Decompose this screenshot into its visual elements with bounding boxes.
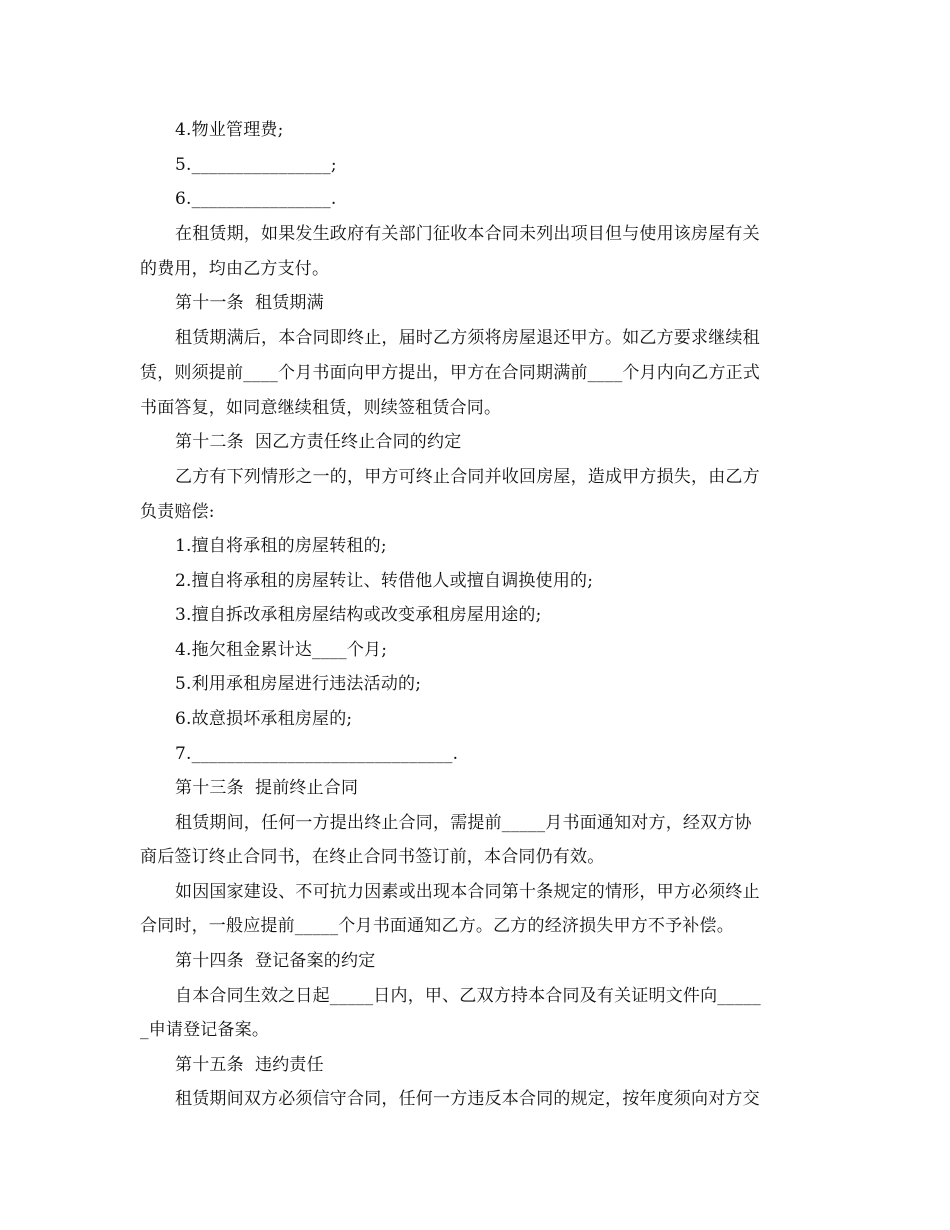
- list-item: 4.拖欠租金累计达____个月;: [175, 640, 388, 660]
- section-heading: 第十五条 违约责任: [175, 1055, 324, 1075]
- text-line: 租赁期间，任何一方提出终止合同，需提前_____月书面通知对方，经双方协: [175, 813, 752, 833]
- text-line: 的费用，均由乙方支付。: [140, 259, 330, 279]
- list-item: 2.擅自将承租的房屋转让、转借他人或擅自调换使用的;: [175, 571, 594, 591]
- text-line: 商后签订终止合同书，在终止合同书签订前，本合同仍有效。: [140, 847, 605, 867]
- text-line: 如因国家建设、不可抗力因素或出现本合同第十条规定的情形，甲方必须终止: [175, 882, 760, 902]
- section-heading: 第十四条 登记备案的约定: [175, 951, 376, 971]
- text-line: 合同时，一般应提前_____个月书面通知乙方。乙方的经济损失甲方不予补偿。: [140, 916, 734, 936]
- text-line: 负责赔偿:: [140, 502, 215, 522]
- section-heading: 第十二条 因乙方责任终止合同的约定: [175, 432, 462, 452]
- list-item: 7.______________________________.: [175, 744, 459, 764]
- text-line: 租赁期满后，本合同即终止，届时乙方须将房屋退还甲方。如乙方要求继续租: [175, 328, 760, 348]
- list-item: 3.擅自拆改承租房屋结构或改变承租房屋用途的;: [175, 605, 542, 625]
- text-line: 书面答复，如同意继续租赁，则续签租赁合同。: [140, 398, 502, 418]
- section-heading: 第十一条 租赁期满: [175, 293, 324, 313]
- text-line: 4.物业管理费;: [175, 120, 284, 140]
- text-line: 自本合同生效之日起_____日内，甲、乙双方持本合同及有关证明文件向_____: [175, 986, 761, 1006]
- text-line: 赁，则须提前____个月书面向甲方提出，甲方在合同期满前____个月内向乙方正式: [140, 363, 760, 383]
- text-line: 在租赁期，如果发生政府有关部门征收本合同未列出项目但与使用该房屋有关: [175, 224, 760, 244]
- list-item: 5.利用承租房屋进行违法活动的;: [175, 674, 422, 694]
- text-line: 6.________________.: [175, 189, 337, 209]
- text-line: _申请登记备案。: [140, 1020, 270, 1040]
- text-line: 租赁期间双方必须信守合同，任何一方违反本合同的规定，按年度须向对方交: [175, 1089, 760, 1109]
- list-item: 1.擅自将承租的房屋转租的;: [175, 536, 387, 556]
- list-item: 6.故意损坏承租房屋的;: [175, 709, 353, 729]
- text-line: 5.________________;: [175, 155, 337, 175]
- text-line: 乙方有下列情形之一的，甲方可终止合同并收回房屋，造成甲方损失，由乙方: [175, 467, 760, 487]
- section-heading: 第十三条 提前终止合同: [175, 778, 359, 798]
